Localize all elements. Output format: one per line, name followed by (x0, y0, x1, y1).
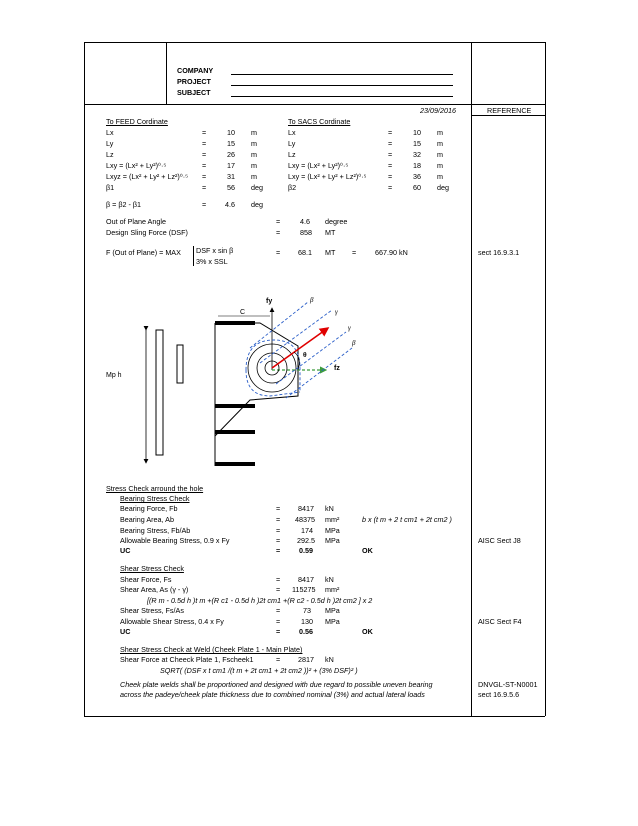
beta-unit: deg (251, 200, 263, 209)
sling-line-1 (250, 302, 308, 348)
allowable-bearing-value: 292.5 (297, 536, 315, 545)
sacs-label: Lz (288, 150, 296, 159)
feed-label: Lx (106, 128, 114, 137)
feed-unit: deg (251, 183, 263, 192)
allowable-bearing-label: Allowable Bearing Stress, 0.9 x Fy (120, 536, 230, 545)
sacs-label: Lx (288, 128, 296, 137)
feed-eq: = (202, 172, 207, 181)
shear-force-value: 8417 (298, 575, 314, 584)
allowable-bearing-unit: MPa (325, 536, 340, 545)
shear-area-unit: mm² (325, 585, 340, 594)
weld-formula: SQRT( (DSF x t cm1 /(t m + 2t cm1 + 2t cm2 ))² + (3% DSF)² ) (160, 666, 358, 675)
feed-label: β1 (106, 183, 115, 192)
feed-eq: = (202, 150, 207, 159)
feed-eq: = (202, 183, 207, 192)
sacs-eq: = (388, 183, 393, 192)
project-field-line (231, 85, 453, 86)
stress-check-title: Stress Check arround the hole (106, 484, 204, 493)
feed-eq: = (202, 128, 207, 137)
sacs-unit: m (437, 161, 443, 170)
feed-unit: m (251, 150, 257, 159)
flange-3 (215, 462, 255, 466)
feed-unit: m (251, 139, 257, 148)
beta-value: 4.6 (225, 200, 235, 209)
main-plate-outline (215, 323, 298, 436)
reference-header-divider (471, 115, 545, 116)
company-label: COMPANY (177, 66, 214, 75)
shear-area-label: Shear Area, As (γ - γ) (120, 585, 189, 594)
sacs-eq: = (388, 139, 393, 148)
gamma-label-top: γ (335, 308, 338, 316)
shear-area-value: 115275 (292, 585, 316, 594)
beta-eq: = (202, 200, 207, 209)
sacs-title: To SACS Cordinate (288, 117, 351, 126)
sling-line-2 (260, 310, 332, 363)
sacs-value: 60 (413, 183, 421, 192)
bearing-force-eq: = (276, 504, 281, 513)
sacs-unit: m (437, 139, 443, 148)
sacs-eq: = (388, 150, 393, 159)
flange-2 (215, 430, 255, 434)
shear-force-label: Shear Force, Fs (120, 575, 172, 584)
side-view-plate (156, 330, 163, 455)
f-value-mt: 68.1 (298, 248, 312, 257)
bearing-stress-eq: = (276, 526, 281, 535)
beta-label-bottom: β (352, 339, 356, 347)
gamma-label-bottom: γ (348, 324, 351, 332)
dsf-value: 858 (300, 228, 312, 237)
sacs-unit: m (437, 150, 443, 159)
sacs-unit: m (437, 172, 443, 181)
weld-note-line-1: Cheek plate welds shall be proportioned and designed with due regard to possible uneven bearing (120, 680, 433, 689)
feed-value: 56 (227, 183, 235, 192)
beta-label: β = β2 - β1 (106, 200, 141, 209)
shear-stress-unit: MPa (325, 606, 340, 615)
f-option-ssl: 3% x SSL (196, 257, 228, 266)
weld-force-value: 2817 (298, 655, 314, 664)
theta-label: θ (303, 351, 307, 359)
mph-label: Mp h (106, 372, 122, 379)
subject-label: SUBJECT (177, 88, 211, 97)
sacs-eq: = (388, 172, 393, 181)
sacs-unit: m (437, 128, 443, 137)
flange-1 (215, 404, 255, 408)
shear-stress-label: Shear Stress, Fs/As (120, 606, 184, 615)
shear-title: Shear Stress Check (120, 564, 184, 573)
feed-eq: = (202, 139, 207, 148)
bearing-stress-value: 174 (301, 526, 313, 535)
weld-reference-1: DNVGL-ST-N0001 (478, 680, 538, 689)
bearing-area-label: Bearing Area, Ab (120, 515, 174, 524)
out-of-plane-angle-label: Out of Plane Angle (106, 217, 166, 226)
sacs-eq: = (388, 161, 393, 170)
sheet-date: 23/09/2016 (420, 106, 456, 115)
weld-note-line-2: across the padeye/cheek plate thickness due to combined nominal (3%) and actual lateral loads (120, 690, 425, 699)
weld-force-unit: kN (325, 655, 334, 664)
sling-line-4 (286, 348, 352, 398)
sacs-label: Ly (288, 139, 296, 148)
sacs-value: 36 (413, 172, 421, 181)
subject-field-line (231, 96, 453, 97)
feed-label: Lz (106, 150, 114, 159)
sacs-value: 18 (413, 161, 421, 170)
sacs-unit: deg (437, 183, 449, 192)
f-option-dsf-sin: DSF x sin β (196, 246, 234, 255)
max-bracket (193, 246, 194, 266)
bearing-uc-value: 0.59 (299, 546, 313, 555)
header-divider (84, 104, 545, 105)
sacs-eq: = (388, 128, 393, 137)
allowable-shear-unit: MPa (325, 617, 340, 626)
bearing-force-label: Bearing Force, Fb (120, 504, 178, 513)
weld-force-label: Shear Force at Cheeck Plate 1, Fscheek1 (120, 655, 254, 664)
feed-title: To FEED Cordinate (106, 117, 168, 126)
weld-reference-2: sect 16.9.5.6 (478, 690, 520, 699)
bearing-force-unit: kN (325, 504, 334, 513)
bearing-uc-eq: = (276, 546, 281, 555)
shear-uc-status: OK (362, 627, 373, 636)
shear-uc-eq: = (276, 627, 281, 636)
frame-right-border (545, 42, 546, 716)
feed-unit: m (251, 172, 257, 181)
shear-force-eq: = (276, 575, 281, 584)
shear-uc-label: UC (120, 627, 131, 636)
bearing-uc-status: OK (362, 546, 373, 555)
bearing-stress-unit: MPa (325, 526, 340, 535)
shear-stress-eq: = (276, 606, 281, 615)
sacs-value: 10 (413, 128, 421, 137)
allowable-shear-eq: = (276, 617, 281, 626)
bearing-force-value: 8417 (298, 504, 314, 513)
weld-force-eq: = (276, 655, 281, 664)
company-field-line (231, 74, 453, 75)
bearing-uc-label: UC (120, 546, 131, 555)
feed-value: 15 (227, 139, 235, 148)
feed-label: Ly (106, 139, 114, 148)
feed-eq: = (202, 161, 207, 170)
bearing-stress-label: Bearing Stress, Fb/Ab (120, 526, 191, 535)
frame-left-border (84, 42, 85, 716)
frame-top-border (84, 42, 545, 43)
sacs-label: Lxy = (Lx² + Ly² + Lz²)⁰·⁵ (288, 172, 367, 181)
feed-value: 26 (227, 150, 235, 159)
feed-value: 17 (227, 161, 235, 170)
f-eq: = (276, 248, 281, 257)
fz-label: fz (334, 365, 340, 372)
allowable-shear-label: Allowable Shear Stress, 0.4 x Fy (120, 617, 224, 626)
reference-column-divider (471, 42, 472, 716)
f-unit-mt: MT (325, 248, 336, 257)
dsf-unit: MT (325, 228, 336, 237)
out-of-plane-angle-value: 4.6 (300, 217, 310, 226)
feed-value: 31 (227, 172, 235, 181)
sacs-value: 32 (413, 150, 421, 159)
f-out-of-plane-label: F (Out of Plane) = MAX (106, 248, 181, 257)
weld-title: Shear Stress Check at Weld (Cheek Plate 1 - Main Plate) (120, 645, 303, 654)
shear-force-unit: kN (325, 575, 334, 584)
shear-stress-value: 73 (303, 606, 311, 615)
sacs-value: 15 (413, 139, 421, 148)
bearing-area-eq: = (276, 515, 281, 524)
shear-uc-value: 0.56 (299, 627, 313, 636)
bearing-area-formula: b x (t m + 2 t cm1 + 2t cm2 ) (362, 515, 452, 524)
c-label: C (240, 309, 246, 316)
feed-value: 10 (227, 128, 235, 137)
frame-bottom-border (84, 716, 545, 717)
reference-header: REFERENCE (487, 106, 532, 115)
feed-label: Lxy = (Lx² + Ly²)⁰·⁵ (106, 161, 167, 170)
side-view-cheek-plate (177, 345, 183, 383)
f-reference: sect 16.9.3.1 (478, 248, 520, 257)
allowable-shear-value: 130 (301, 617, 313, 626)
feed-unit: m (251, 161, 257, 170)
fy-label: fy (266, 298, 273, 305)
shear-area-eq: = (276, 585, 281, 594)
beta-label-top: β (310, 296, 314, 304)
feed-label: Lxyz = (Lx² + Ly² + Lz²)⁰·⁵ (106, 172, 189, 181)
sacs-label: β2 (288, 183, 297, 192)
project-label: PROJECT (177, 77, 211, 86)
bearing-area-unit: mm² (325, 515, 340, 524)
out-of-plane-angle-eq: = (276, 217, 281, 226)
feed-unit: m (251, 128, 257, 137)
f-eq-2: = (352, 248, 357, 257)
logo-box-divider (166, 42, 167, 104)
bearing-reference: AISC Sect J8 (478, 536, 521, 545)
shear-area-formula: [(R m - 0.5d h )t m +(R c1 - 0.5d h )2t cm1 +(R c2 - 0.5d h )2t cm2 ] x 2 (147, 596, 373, 605)
shear-reference: AISC Sect F4 (478, 617, 522, 626)
padeye-diagram (106, 288, 380, 473)
dsf-label: Design Sling Force (DSF) (106, 228, 188, 237)
f-unit-kn: kN (399, 248, 408, 257)
f-value-kn: 667.90 (375, 248, 397, 257)
allowable-bearing-eq: = (276, 536, 281, 545)
top-flange (215, 321, 255, 325)
sacs-label: Lxy = (Lx² + Ly²)⁰·⁵ (288, 161, 349, 170)
dsf-eq: = (276, 228, 281, 237)
bearing-area-value: 48375 (295, 515, 315, 524)
bearing-title: Bearing Stress Check (120, 494, 190, 503)
out-of-plane-angle-unit: degree (325, 217, 348, 226)
